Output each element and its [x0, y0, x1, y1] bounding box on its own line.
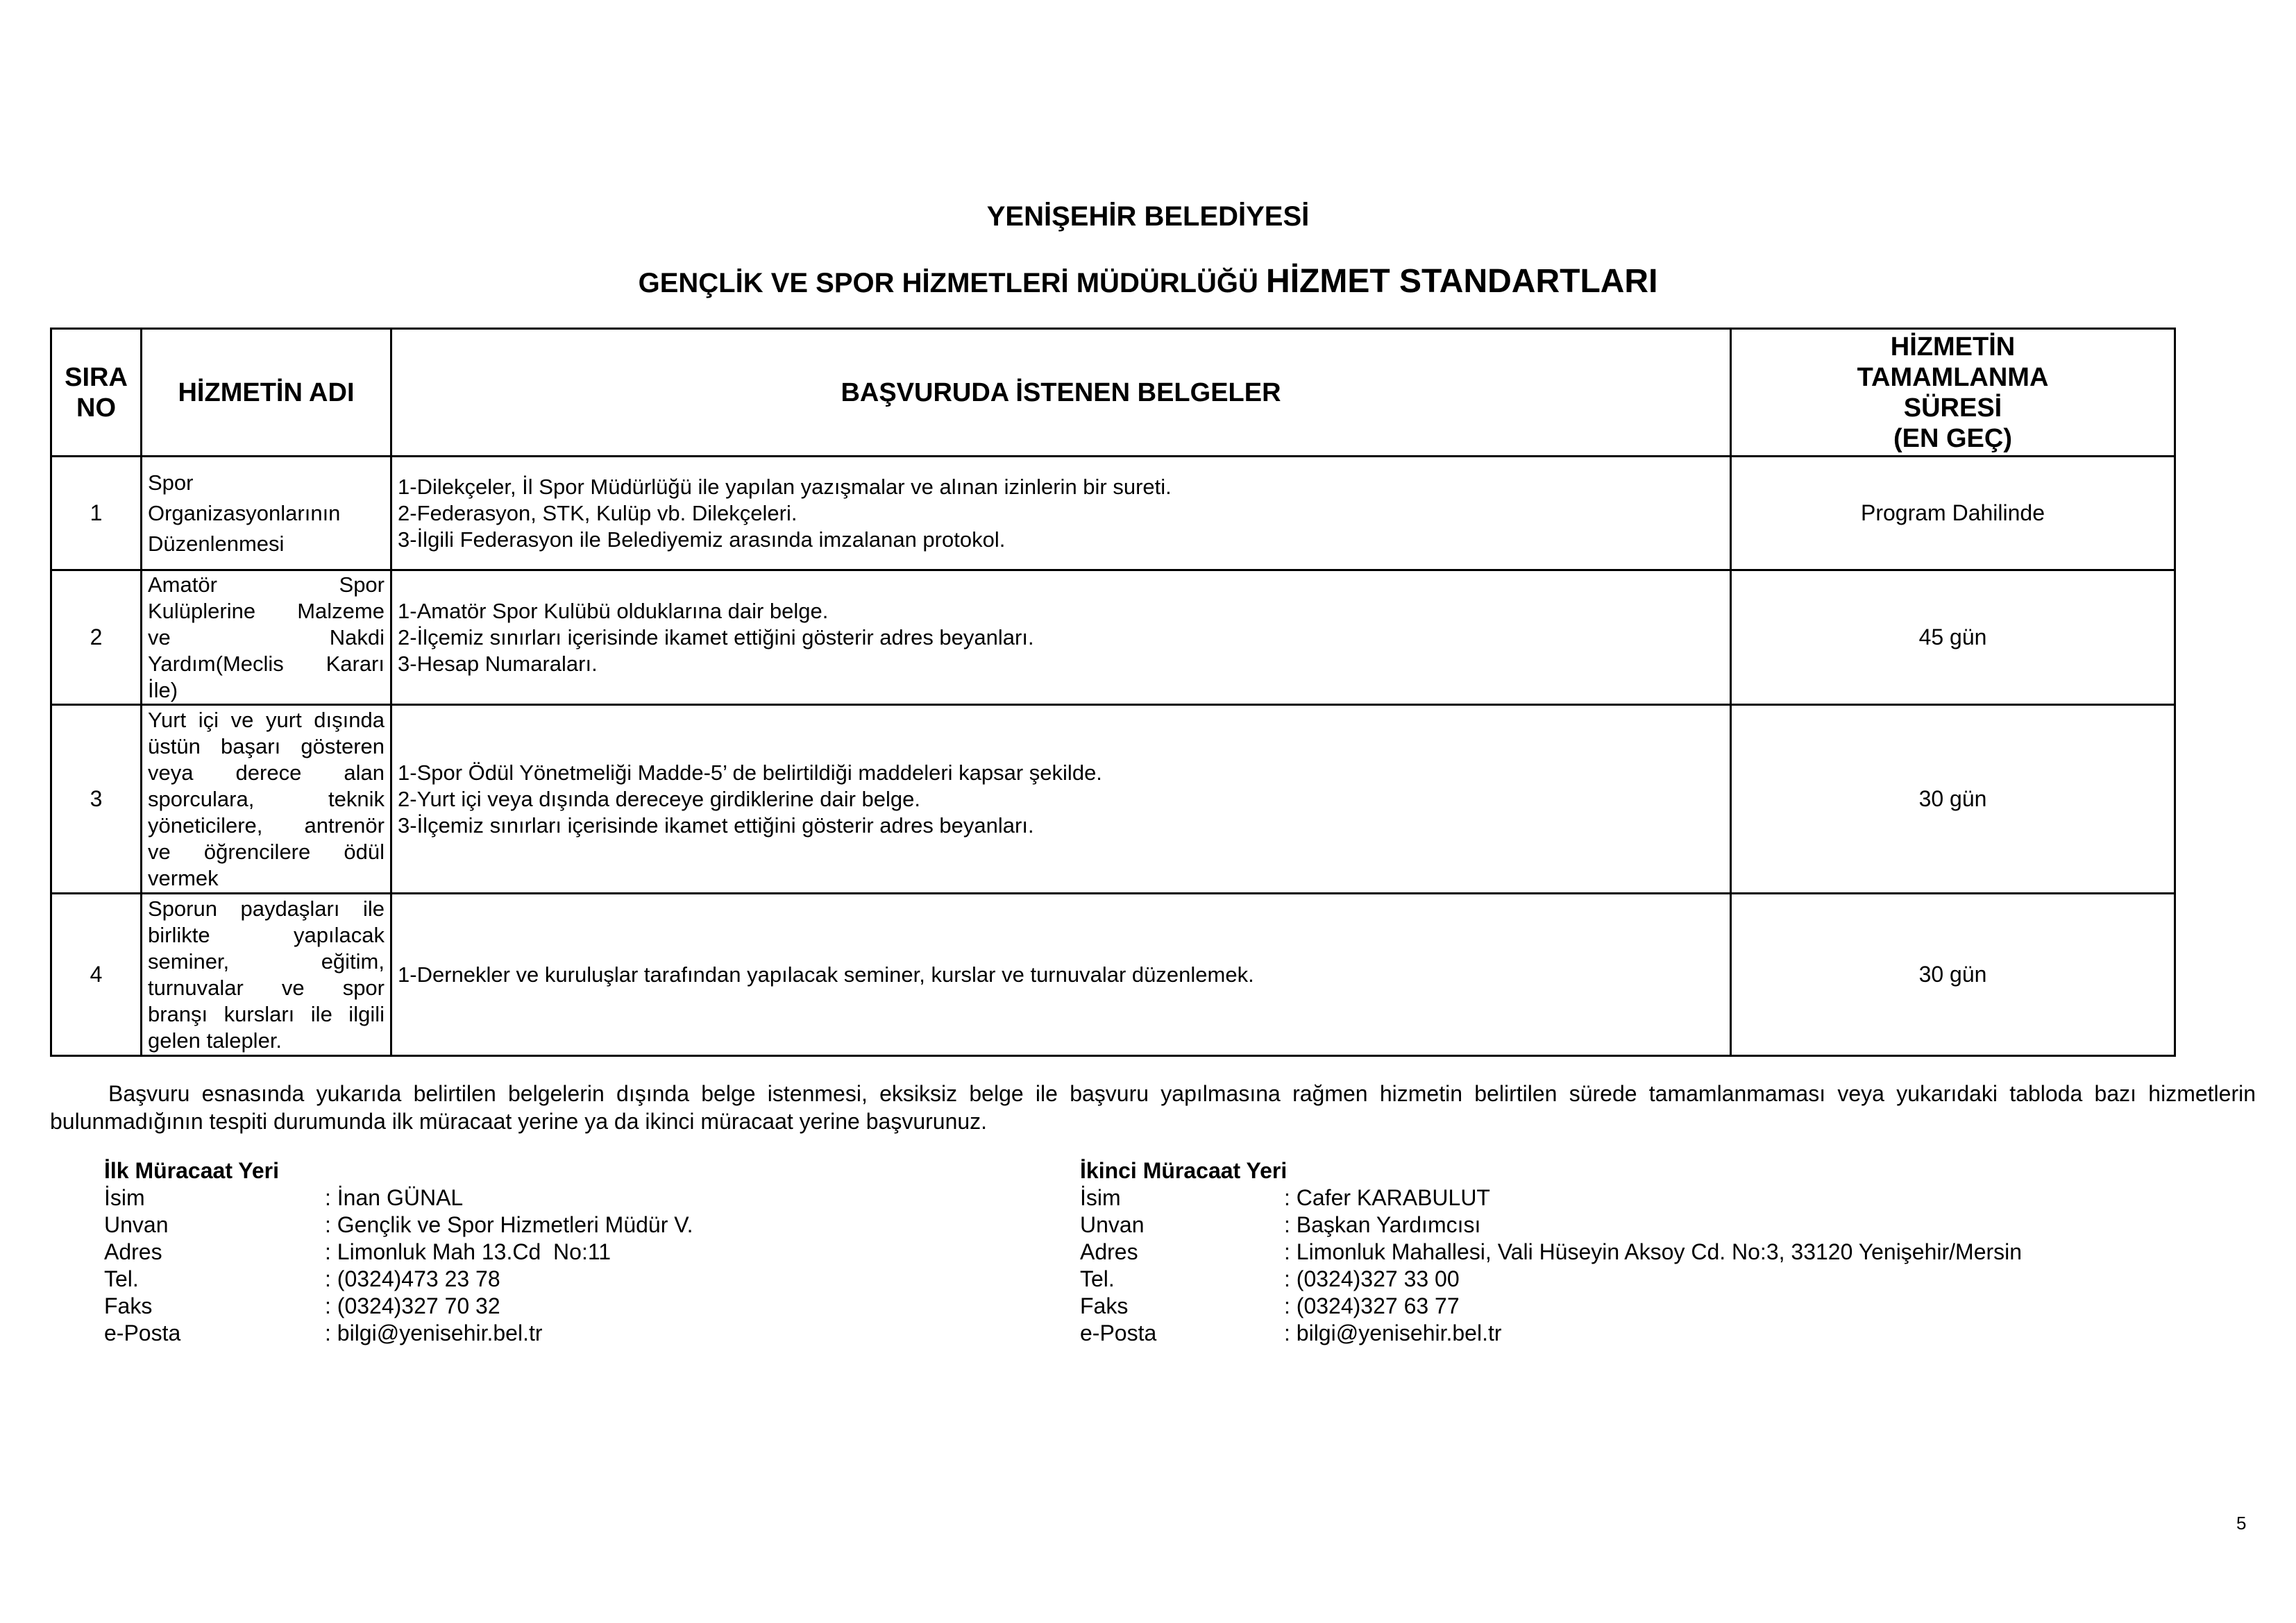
contact-email: : bilgi@yenisehir.bel.tr [325, 1320, 543, 1345]
table-row [51, 705, 2175, 894]
document-item: 2-İlçemiz sınırları içerisinde ikamet ettiğini gösterir adres beyanları. [398, 624, 1034, 649]
required-documents [391, 570, 1731, 705]
contact-value: : Gençlik ve Spor Hizmetleri Müdür V. [325, 1212, 693, 1237]
service-name [142, 894, 391, 1056]
contact-email: : bilgi@yenisehir.bel.tr [1284, 1320, 1502, 1345]
service-name [142, 570, 391, 705]
completion-time: 30 gün [1731, 894, 2175, 1056]
service-name-line: Düzenlenmesi [148, 531, 285, 556]
service-name-line: sporculara, teknik [148, 786, 385, 811]
subtitle-suffix: HİZMET STANDARTLARI [1266, 263, 1658, 300]
table-row [51, 570, 2175, 705]
service-name-line: ve Nakdi [148, 624, 385, 649]
contact-label: Unvan [1080, 1212, 1145, 1237]
application-note: Başvuru esnasında yukarıda belirtilen belgelerin dışında belge istenmesi, eksiksiz belge ile başvuru yapılmasına rağmen hizmetin belirtilen sürede tamamlanmaması veya yukarıdaki tabloda bazı hizmetlerin bulunmadığının tespiti durumunda ilk müracaat yerine ya da ikinci müracaat yerine başvurunuz. [50, 1081, 2256, 1134]
service-name [142, 457, 391, 570]
completion-time: 45 gün [1731, 570, 2175, 705]
first-contact-heading: İlk Müracaat Yeri [104, 1158, 279, 1183]
contact-row [104, 1239, 693, 1266]
service-name-line: Amatör Spor [148, 572, 385, 597]
header-completion-time [1731, 329, 2175, 457]
required-documents [391, 705, 1731, 894]
document-title: YENİŞEHİR BELEDİYESİ [986, 201, 1310, 232]
service-name-line: seminer, eğitim, [148, 949, 385, 974]
service-name-line: Yardım(Meclis Kararı [148, 651, 385, 676]
service-name-line: vermek [148, 865, 219, 890]
header-sira-no [51, 329, 142, 457]
service-name-line: gelen talepler. [148, 1028, 282, 1053]
contact-label: Faks [1080, 1293, 1129, 1318]
contact-value: : Cafer KARABULUT [1284, 1185, 1490, 1210]
service-name [142, 705, 391, 894]
document-item: 3-Hesap Numaraları. [398, 651, 598, 676]
table-row [51, 894, 2175, 1056]
contact-value: : (0324)327 33 00 [1284, 1266, 1460, 1291]
service-name-line: Yurt içi ve yurt dışında [148, 707, 385, 732]
contact-label: e-Posta [1080, 1320, 1157, 1345]
contact-label: Tel. [104, 1266, 139, 1291]
contact-label: Tel. [1080, 1266, 1115, 1291]
contact-value: : (0324)473 23 78 [325, 1266, 500, 1291]
contact-label: Adres [104, 1239, 162, 1264]
service-standards-table [50, 328, 2176, 1057]
document-item: 1-Amatör Spor Kulübü olduklarına dair belge. [398, 598, 829, 623]
contact-row [1080, 1320, 2022, 1347]
service-name-line: turnuvalar ve spor [148, 975, 385, 1000]
document-subtitle [0, 262, 2296, 300]
contact-row [1080, 1293, 2022, 1320]
service-name-line: Sporun paydaşları ile [148, 896, 385, 921]
header-time-line: HİZMETİN [1890, 332, 2016, 362]
service-name-line: branşı kursları ile ilgili [148, 1001, 385, 1026]
completion-time: 30 gün [1731, 705, 2175, 894]
service-name-line: üstün başarı gösteren [148, 733, 385, 758]
service-name-line: Kulüplerine Malzeme [148, 598, 385, 623]
document-item: 1-Dernekler ve kuruluşlar tarafından yapılacak seminer, kurslar ve turnuvalar düzenlemek. [398, 962, 1254, 987]
first-contact-block [104, 1157, 693, 1347]
table-row [51, 457, 2175, 570]
contact-value: : İnan GÜNAL [325, 1185, 464, 1210]
table-header-row [51, 329, 2175, 457]
contact-row [104, 1293, 693, 1320]
document-item: 3-İlçemiz sınırları içerisinde ikamet ettiğini gösterir adres beyanları. [398, 813, 1034, 838]
row-number: 3 [51, 705, 142, 894]
contact-row [1080, 1239, 2022, 1266]
contact-label: Adres [1080, 1239, 1138, 1264]
document-item: 1-Dilekçeler, İl Spor Müdürlüğü ile yapılan yazışmalar ve alınan izinlerin bir sureti. [398, 474, 1172, 499]
row-number: 2 [51, 570, 142, 705]
required-documents [391, 894, 1731, 1056]
document-item: 2-Federasyon, STK, Kulüp vb. Dilekçeleri. [398, 500, 797, 525]
header-time-line: TAMAMLANMA [1857, 362, 2049, 392]
contact-label: İsim [104, 1185, 145, 1210]
service-name-line: birlikte yapılacak [148, 922, 385, 947]
contact-row [104, 1266, 693, 1293]
row-number: 1 [51, 457, 142, 570]
header-required-documents: BAŞVURUDA İSTENEN BELGELER [391, 329, 1731, 457]
contact-value: : Limonluk Mah 13.Cd No:11 [325, 1239, 611, 1264]
contact-row [104, 1320, 693, 1347]
page-number: 5 [2236, 1513, 2247, 1533]
document-item: 2-Yurt içi veya dışında dereceye girdiklerine dair belge. [398, 786, 921, 811]
service-name-line: ve öğrencilere ödül [148, 839, 385, 864]
header-time-line: (EN GEÇ) [1893, 423, 2012, 453]
contact-label: e-Posta [104, 1320, 181, 1345]
contact-value: : (0324)327 63 77 [1284, 1293, 1460, 1318]
row-number: 4 [51, 894, 142, 1056]
contact-row [1080, 1266, 2022, 1293]
service-name-line: Organizasyonlarının [148, 500, 341, 525]
document-item: 3-İlgili Federasyon ile Belediyemiz arasında imzalanan protokol. [398, 527, 1006, 552]
document-item: 1-Spor Ödül Yönetmeliği Madde-5’ de belirtildiği maddeleri kapsar şekilde. [398, 760, 1102, 785]
second-contact-block [1080, 1157, 2022, 1347]
service-name-line: yöneticilere, antrenör [148, 813, 385, 838]
contact-row [104, 1212, 693, 1239]
contact-row [104, 1184, 693, 1212]
header-sira: SIRA [65, 362, 128, 392]
subtitle-prefix: GENÇLİK VE SPOR HİZMETLERİ MÜDÜRLÜĞÜ [638, 268, 1258, 298]
service-name-line: veya derece alan [148, 760, 385, 785]
header-service-name: HİZMETİN ADI [142, 329, 391, 457]
contact-row [1080, 1212, 2022, 1239]
completion-time: Program Dahilinde [1731, 457, 2175, 570]
contact-label: İsim [1080, 1185, 1121, 1210]
contact-row [1080, 1184, 2022, 1212]
service-name-line: Spor [148, 470, 194, 495]
contact-value: : Limonluk Mahallesi, Vali Hüseyin Aksoy Cd. No:3, 33120 Yenişehir/Mersin [1284, 1239, 2023, 1264]
contact-label: Faks [104, 1293, 153, 1318]
service-name-line: İle) [148, 677, 178, 702]
header-time-line: SÜRESİ [1903, 393, 2002, 423]
header-no: NO [76, 393, 116, 423]
contact-value: : Başkan Yardımcısı [1284, 1212, 1481, 1237]
second-contact-heading: İkinci Müracaat Yeri [1080, 1158, 1288, 1183]
contact-value: : (0324)327 70 32 [325, 1293, 500, 1318]
required-documents [391, 457, 1731, 570]
contact-label: Unvan [104, 1212, 169, 1237]
